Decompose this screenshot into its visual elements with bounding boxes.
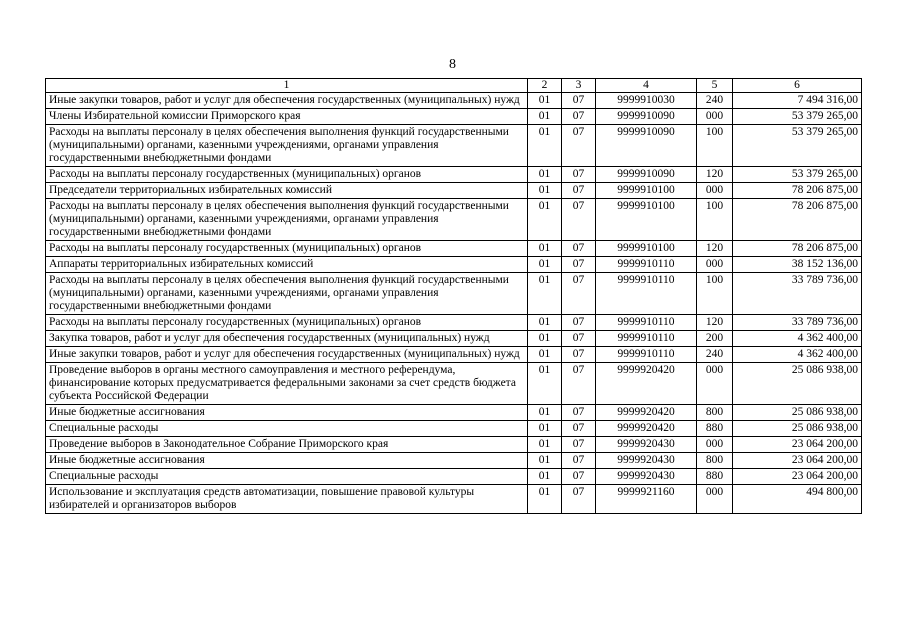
amount-cell: 23 064 200,00 bbox=[733, 453, 862, 469]
expense-name-cell: Специальные расходы bbox=[46, 421, 528, 437]
section-code-cell: 01 bbox=[528, 257, 562, 273]
expense-type-cell: 120 bbox=[697, 315, 733, 331]
target-article-cell: 9999920430 bbox=[596, 453, 697, 469]
target-article-cell: 9999920420 bbox=[596, 363, 697, 405]
expense-type-cell: 880 bbox=[697, 421, 733, 437]
section-code-cell: 01 bbox=[528, 363, 562, 405]
expense-type-cell: 000 bbox=[697, 485, 733, 514]
subsection-code-cell: 07 bbox=[562, 93, 596, 109]
table-row bbox=[46, 257, 862, 273]
expense-type-cell: 000 bbox=[697, 183, 733, 199]
section-code-cell: 01 bbox=[528, 167, 562, 183]
table-row bbox=[46, 125, 862, 167]
target-article-cell: 9999910090 bbox=[596, 109, 697, 125]
table-row bbox=[46, 437, 862, 453]
table-body bbox=[46, 93, 862, 514]
amount-cell: 23 064 200,00 bbox=[733, 437, 862, 453]
table-row bbox=[46, 109, 862, 125]
expense-name-cell: Проведение выборов в Законодательное Собрание Приморского края bbox=[46, 437, 528, 453]
amount-cell: 33 789 736,00 bbox=[733, 315, 862, 331]
column-header-2: 2 bbox=[528, 79, 562, 93]
table-row bbox=[46, 241, 862, 257]
table-row bbox=[46, 469, 862, 485]
expense-name-cell: Расходы на выплаты персоналу государственных (муниципальных) органов bbox=[46, 241, 528, 257]
subsection-code-cell: 07 bbox=[562, 405, 596, 421]
target-article-cell: 9999910110 bbox=[596, 347, 697, 363]
target-article-cell: 9999910100 bbox=[596, 183, 697, 199]
section-code-cell: 01 bbox=[528, 469, 562, 485]
expense-type-cell: 000 bbox=[697, 363, 733, 405]
target-article-cell: 9999910100 bbox=[596, 241, 697, 257]
expense-type-cell: 800 bbox=[697, 405, 733, 421]
budget-table bbox=[45, 78, 862, 514]
expense-name-cell: Иные закупки товаров, работ и услуг для обеспечения государственных (муниципальных) нужд bbox=[46, 347, 528, 363]
section-code-cell: 01 bbox=[528, 109, 562, 125]
amount-cell: 4 362 400,00 bbox=[733, 347, 862, 363]
expense-type-cell: 880 bbox=[697, 469, 733, 485]
section-code-cell: 01 bbox=[528, 331, 562, 347]
table-row bbox=[46, 183, 862, 199]
expense-type-cell: 240 bbox=[697, 347, 733, 363]
expense-type-cell: 100 bbox=[697, 199, 733, 241]
subsection-code-cell: 07 bbox=[562, 421, 596, 437]
expense-type-cell: 120 bbox=[697, 241, 733, 257]
table-row bbox=[46, 273, 862, 315]
amount-cell: 33 789 736,00 bbox=[733, 273, 862, 315]
expense-name-cell: Иные бюджетные ассигнования bbox=[46, 405, 528, 421]
expense-type-cell: 800 bbox=[697, 453, 733, 469]
subsection-code-cell: 07 bbox=[562, 453, 596, 469]
amount-cell: 53 379 265,00 bbox=[733, 125, 862, 167]
amount-cell: 7 494 316,00 bbox=[733, 93, 862, 109]
expense-type-cell: 000 bbox=[697, 109, 733, 125]
expense-name-cell: Расходы на выплаты персоналу в целях обеспечения выполнения функций государственными (муниципальными) органами, казенными учреждениями, органами управления государственными внебюджетными фондами bbox=[46, 199, 528, 241]
column-header-3: 3 bbox=[562, 79, 596, 93]
section-code-cell: 01 bbox=[528, 273, 562, 315]
amount-cell: 25 086 938,00 bbox=[733, 405, 862, 421]
expense-type-cell: 240 bbox=[697, 93, 733, 109]
amount-cell: 78 206 875,00 bbox=[733, 183, 862, 199]
subsection-code-cell: 07 bbox=[562, 437, 596, 453]
expense-name-cell: Председатели территориальных избирательных комиссий bbox=[46, 183, 528, 199]
expense-name-cell: Аппараты территориальных избирательных комиссий bbox=[46, 257, 528, 273]
subsection-code-cell: 07 bbox=[562, 273, 596, 315]
target-article-cell: 9999920430 bbox=[596, 437, 697, 453]
subsection-code-cell: 07 bbox=[562, 109, 596, 125]
expense-name-cell: Члены Избирательной комиссии Приморского края bbox=[46, 109, 528, 125]
expense-type-cell: 200 bbox=[697, 331, 733, 347]
target-article-cell: 9999910100 bbox=[596, 199, 697, 241]
expense-name-cell: Закупка товаров, работ и услуг для обеспечения государственных (муниципальных) нужд bbox=[46, 331, 528, 347]
amount-cell: 78 206 875,00 bbox=[733, 241, 862, 257]
header-row bbox=[46, 79, 862, 93]
expense-type-cell: 000 bbox=[697, 257, 733, 273]
column-header-1: 1 bbox=[46, 79, 528, 93]
expense-name-cell: Иные бюджетные ассигнования bbox=[46, 453, 528, 469]
expense-name-cell: Расходы на выплаты персоналу в целях обеспечения выполнения функций государственными (муниципальными) органами, казенными учреждениями, органами управления государственными внебюджетными фондами bbox=[46, 273, 528, 315]
table-row bbox=[46, 453, 862, 469]
section-code-cell: 01 bbox=[528, 405, 562, 421]
amount-cell: 4 362 400,00 bbox=[733, 331, 862, 347]
table-row bbox=[46, 315, 862, 331]
amount-cell: 25 086 938,00 bbox=[733, 421, 862, 437]
table-row bbox=[46, 485, 862, 514]
target-article-cell: 9999910090 bbox=[596, 167, 697, 183]
section-code-cell: 01 bbox=[528, 453, 562, 469]
target-article-cell: 9999920430 bbox=[596, 469, 697, 485]
amount-cell: 53 379 265,00 bbox=[733, 167, 862, 183]
expense-name-cell: Расходы на выплаты персоналу государственных (муниципальных) органов bbox=[46, 315, 528, 331]
table-row bbox=[46, 421, 862, 437]
subsection-code-cell: 07 bbox=[562, 315, 596, 331]
table-row bbox=[46, 199, 862, 241]
subsection-code-cell: 07 bbox=[562, 363, 596, 405]
table-row bbox=[46, 93, 862, 109]
target-article-cell: 9999910110 bbox=[596, 257, 697, 273]
subsection-code-cell: 07 bbox=[562, 331, 596, 347]
section-code-cell: 01 bbox=[528, 93, 562, 109]
section-code-cell: 01 bbox=[528, 421, 562, 437]
expense-type-cell: 100 bbox=[697, 273, 733, 315]
expense-type-cell: 100 bbox=[697, 125, 733, 167]
expense-name-cell: Расходы на выплаты персоналу государственных (муниципальных) органов bbox=[46, 167, 528, 183]
table-row bbox=[46, 167, 862, 183]
section-code-cell: 01 bbox=[528, 315, 562, 331]
column-header-5: 5 bbox=[697, 79, 733, 93]
target-article-cell: 9999910090 bbox=[596, 125, 697, 167]
section-code-cell: 01 bbox=[528, 125, 562, 167]
column-header-4: 4 bbox=[596, 79, 697, 93]
target-article-cell: 9999910030 bbox=[596, 93, 697, 109]
target-article-cell: 9999921160 bbox=[596, 485, 697, 514]
expense-name-cell: Расходы на выплаты персоналу в целях обеспечения выполнения функций государственными (муниципальными) органами, казенными учреждениями, органами управления государственными внебюджетными фондами bbox=[46, 125, 528, 167]
target-article-cell: 9999910110 bbox=[596, 315, 697, 331]
expense-type-cell: 120 bbox=[697, 167, 733, 183]
subsection-code-cell: 07 bbox=[562, 347, 596, 363]
subsection-code-cell: 07 bbox=[562, 469, 596, 485]
target-article-cell: 9999920420 bbox=[596, 421, 697, 437]
amount-cell: 78 206 875,00 bbox=[733, 199, 862, 241]
column-header-6: 6 bbox=[733, 79, 862, 93]
section-code-cell: 01 bbox=[528, 485, 562, 514]
expense-type-cell: 000 bbox=[697, 437, 733, 453]
section-code-cell: 01 bbox=[528, 347, 562, 363]
amount-cell: 23 064 200,00 bbox=[733, 469, 862, 485]
section-code-cell: 01 bbox=[528, 199, 562, 241]
expense-name-cell: Иные закупки товаров, работ и услуг для обеспечения государственных (муниципальных) нужд bbox=[46, 93, 528, 109]
subsection-code-cell: 07 bbox=[562, 125, 596, 167]
table-row bbox=[46, 405, 862, 421]
expense-name-cell: Использование и эксплуатация средств автоматизации, повышение правовой культуры избирателей и организаторов выборов bbox=[46, 485, 528, 514]
subsection-code-cell: 07 bbox=[562, 485, 596, 514]
section-code-cell: 01 bbox=[528, 241, 562, 257]
subsection-code-cell: 07 bbox=[562, 199, 596, 241]
subsection-code-cell: 07 bbox=[562, 241, 596, 257]
expense-name-cell: Специальные расходы bbox=[46, 469, 528, 485]
section-code-cell: 01 bbox=[528, 437, 562, 453]
target-article-cell: 9999910110 bbox=[596, 331, 697, 347]
expense-name-cell: Проведение выборов в органы местного самоуправления и местного референдума, финансирование которых предусматривается федеральными законами за счет средств бюджета субъекта Российской Федерации bbox=[46, 363, 528, 405]
target-article-cell: 9999910110 bbox=[596, 273, 697, 315]
amount-cell: 53 379 265,00 bbox=[733, 109, 862, 125]
subsection-code-cell: 07 bbox=[562, 167, 596, 183]
section-code-cell: 01 bbox=[528, 183, 562, 199]
subsection-code-cell: 07 bbox=[562, 183, 596, 199]
page-number: 8 bbox=[449, 57, 456, 72]
subsection-code-cell: 07 bbox=[562, 257, 596, 273]
amount-cell: 38 152 136,00 bbox=[733, 257, 862, 273]
table-row bbox=[46, 331, 862, 347]
amount-cell: 25 086 938,00 bbox=[733, 363, 862, 405]
amount-cell: 494 800,00 bbox=[733, 485, 862, 514]
target-article-cell: 9999920420 bbox=[596, 405, 697, 421]
table-row bbox=[46, 363, 862, 405]
table-row bbox=[46, 347, 862, 363]
